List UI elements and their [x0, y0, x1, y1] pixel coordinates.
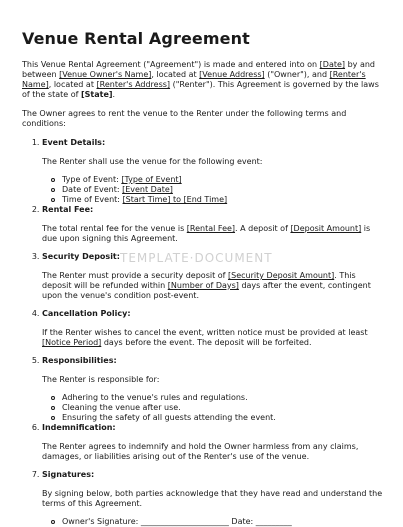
section-responsibilities [42, 356, 384, 423]
renter-address-field[interactable]: [Renter's Address] [96, 80, 171, 89]
section-title: 5. Responsibilities: [42, 356, 117, 365]
section-body: The Renter is responsible for: [42, 375, 160, 384]
section-body [42, 271, 384, 301]
list-item: Cleaning the venue after use. [62, 403, 384, 413]
section-title: 3. Security Deposit: [42, 252, 120, 261]
item-label: Date of Event: [62, 185, 123, 194]
document-page [22, 30, 384, 527]
event-type-field[interactable]: [Type of Event] [121, 175, 182, 184]
event-time-field[interactable]: [Start Time] to [End Time] [122, 195, 228, 204]
intro-text: , located at [151, 70, 200, 79]
intro-text: , located at [48, 80, 97, 89]
owner-name-field[interactable]: [Venue Owner's Name] [59, 70, 152, 79]
list-item: Ensuring the safety of all guests attending the event. [62, 413, 384, 423]
body-text: If the Renter wishes to cancel the event, written notice must be provided at least [42, 328, 368, 337]
section-security-deposit [42, 252, 384, 301]
owner-signature-line[interactable]: Owner's Signature: ______________________ Date: _________ [62, 517, 384, 527]
list-item [62, 185, 384, 195]
section-title: 7. Signatures: [42, 470, 95, 479]
document-title: Venue Rental Agreement [22, 29, 250, 48]
intro-text: by and between [22, 60, 375, 79]
section-rental-fee [42, 205, 384, 244]
body-text: The total rental fee for the venue is [42, 224, 187, 233]
agreement-date-field[interactable]: [Date] [319, 60, 346, 69]
section-title: 1. Event Details: [42, 138, 106, 147]
body-text: The Renter must provide a security deposit of [42, 271, 229, 280]
renter-name-field[interactable]: [Renter's Name] [22, 70, 366, 89]
body-text: days after the event, contingent upon the venue's condition post-event. [42, 281, 371, 300]
deposit-amount-field[interactable]: [Deposit Amount] [290, 224, 362, 233]
item-label: Type of Event: [62, 175, 122, 184]
intro-paragraph [22, 60, 384, 100]
section-indemnification [42, 423, 384, 462]
refund-days-field[interactable]: [Number of Days] [167, 281, 239, 290]
watermark: TEMPLATE·DOCUMENT [120, 251, 273, 265]
rental-fee-field[interactable]: [Rental Fee] [186, 224, 236, 233]
body-text: is due upon signing this Agreement. [42, 224, 371, 243]
section-body: By signing below, both parties acknowledge that they have read and understand the terms of this Agreement. [42, 489, 383, 508]
item-label: Time of Event: [62, 195, 123, 204]
intro-text: ("Owner"), and [264, 70, 330, 79]
section-cancellation-policy [42, 309, 384, 348]
list-item [62, 195, 384, 205]
state-field[interactable]: [State] [81, 90, 113, 99]
event-date-field[interactable]: [Event Date] [122, 185, 173, 194]
section-body: The Renter agrees to indemnify and hold the Owner harmless from any claims, damages, or liabilities arising out of the Renter's use of the venue. [42, 442, 359, 461]
section-title: 2. Rental Fee: [42, 205, 94, 214]
body-text: days before the event. The deposit will be forfeited. [101, 338, 312, 347]
section-event-details [42, 138, 384, 205]
security-deposit-field[interactable]: [Security Deposit Amount] [228, 271, 335, 280]
body-text: . This deposit will be refunded within [42, 271, 356, 290]
venue-address-field[interactable]: [Venue Address] [199, 70, 265, 79]
section-signatures [42, 470, 384, 527]
terms-list [22, 138, 384, 527]
responsibilities-list [42, 393, 384, 423]
intro-text: ("Renter"). This Agreement is governed by the laws of the state of [22, 80, 379, 99]
body-text: . A deposit of [235, 224, 291, 233]
section-body [42, 224, 384, 244]
intro-text: This Venue Rental Agreement ("Agreement") is made and entered into on [22, 60, 320, 69]
notice-period-field[interactable]: [Notice Period] [42, 338, 102, 347]
list-item: Adhering to the venue's rules and regulations. [62, 393, 384, 403]
section-body: The Renter shall use the venue for the following event: [42, 157, 263, 166]
event-details-list [42, 175, 384, 205]
signatures-list [42, 517, 384, 527]
list-item [62, 175, 384, 185]
section-title: 6. Indemnification: [42, 423, 116, 432]
intro-text: . [112, 90, 116, 99]
section-title: 4. Cancellation Policy: [42, 309, 131, 318]
agreement-statement: The Owner agrees to rent the venue to the Renter under the following terms and conditions: [22, 109, 347, 128]
section-body [42, 328, 384, 348]
